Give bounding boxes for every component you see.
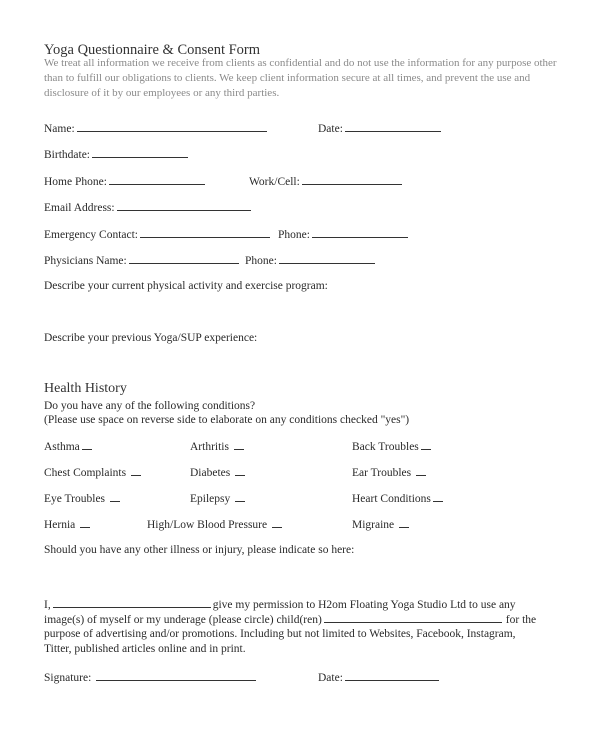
condition-hernia[interactable]: Hernia [44,517,92,532]
phone-label: Phone: [278,229,310,241]
date-label: Date: [318,123,343,135]
condition-migraine[interactable]: Migraine [352,517,411,532]
activity-question: Describe your current physical activity and exercise program: [44,280,328,292]
condition-blood-pressure[interactable]: High/Low Blood Pressure [147,517,284,532]
consent-line-3: purpose of advertising and/or promotions. Including but not limited to Websites, Facebook, Instagram, [44,628,516,640]
condition-back-troubles[interactable]: Back Troubles [352,439,433,454]
work-cell-label: Work/Cell: [249,176,300,188]
condition-epilepsy[interactable]: Epilepsy [190,491,247,506]
other-illness-question: Should you have any other illness or injury, please indicate so here: [44,544,355,556]
consent-line-2[interactable]: image(s) of myself or my underage (please circle) child(ren) for the [44,614,537,626]
condition-ear-troubles[interactable]: Ear Troubles [352,465,428,480]
health-instructions: (Please use space on reverse side to elaborate on any conditions checked "yes") [44,414,410,426]
condition-eye-troubles[interactable]: Eye Troubles [44,491,122,506]
emergency-contact-field[interactable] [44,227,272,242]
emergency-label: Emergency Contact: [44,229,138,241]
intro-text: We treat all information we receive from clients as confidential and do not use the information for any purpose other than to fulfill our obligations to clients. We keep client information secure at all times, and prevent the use and disclosure of it by our employees or any third parties. [44,57,557,99]
home-phone-label: Home Phone: [44,176,107,188]
experience-question: Describe your previous Yoga/SUP experience: [44,332,258,344]
condition-diabetes[interactable]: Diabetes [190,465,247,480]
consent-line-1[interactable]: I, give my permission to H2om Floating Yoga Studio Ltd to use any [44,599,516,611]
home-phone-field[interactable] [44,174,207,189]
signature-label: Signature: [44,672,92,684]
signature-date-label: Date: [318,672,343,684]
email-label: Email Address: [44,202,115,214]
name-field[interactable] [44,121,269,136]
form-title: Yoga Questionnaire & Consent Form [44,42,261,58]
condition-heart-conditions[interactable]: Heart Conditions [352,491,445,506]
condition-arthritis[interactable]: Arthritis [190,439,246,454]
physicians-name-field[interactable] [44,253,241,268]
condition-asthma[interactable]: Asthma [44,439,94,454]
signature-field[interactable] [44,670,258,685]
physician-phone-field[interactable] [245,253,377,268]
work-cell-field[interactable] [249,174,404,189]
physicians-label: Physicians Name: [44,255,127,267]
consent-line-4: Titter, published articles online and in print. [44,643,246,655]
birthdate-field[interactable] [44,147,190,162]
health-question: Do you have any of the following conditions? [44,400,256,412]
signature-date-field[interactable] [318,670,441,685]
health-history-heading: Health History [44,381,127,396]
phone-label: Phone: [245,255,277,267]
name-label: Name: [44,123,75,135]
date-field[interactable] [318,121,443,136]
birthdate-label: Birthdate: [44,149,90,161]
emergency-phone-field[interactable] [278,227,410,242]
condition-chest-complaints[interactable]: Chest Complaints [44,465,143,480]
email-field[interactable] [44,200,253,215]
